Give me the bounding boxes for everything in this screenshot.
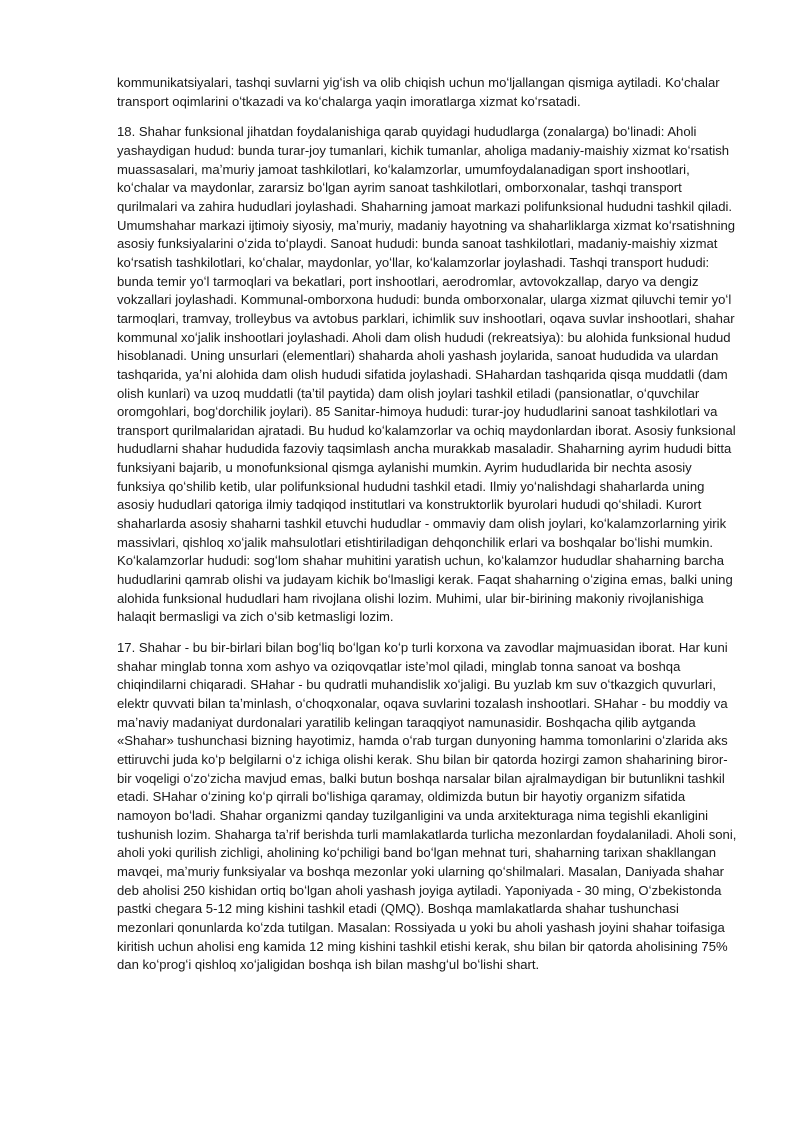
paragraph-street-definition-continued: kommunikatsiyalari, tashqi suvlarni yigʻish va olib chiqish uchun moʻljallangan qismiga aytiladi. Koʻchalar transport oqimlarini oʻtkazadi va koʻchalarga yaqin imoratlarga xizmat koʻrsatadi. <box>117 75 720 109</box>
paragraph-17-city-definition: 17. Shahar - bu bir-birlari bilan bogʻliq boʻlgan koʻp turli korxona va zavodlar majmuasidan iborat. Har kuni shahar minglab tonna xom ashyo va oziqovqatlar isteʼmol qiladi, minglab tonna sanoat va boshqa chiqindilarni chiqaradi. SHahar - bu qudratli muhandislik xoʻjaligi. Bu yuzlab km suv oʻtkazgich quvurlari, elektr quvvati bilan taʼminlash, oʻchoqxonalar, oqava suvlarini tozalash inshootlari. SHahar - bu moddiy va maʼnaviy madaniyat durdonalari yaratilib kelingan taraqqiyot namunasidir. Boshqacha qilib aytganda «Shahar» tushunchasi bizning hayotimiz, hamda oʻrab turgan dunyoning hamma tomonlarini oʻzlarida aks ettiruvchi juda koʻp belgilarni oʻz ichiga olishi kerak. Shu bilan bir qatorda hozirgi zamon shaharining biror-bir voqeligi oʻzoʻzicha mavjud emas, balki butun boshqa narsalar bilan ajralmaydigan bir butunlikni tashkil etadi. SHahar oʻzining koʻp qirrali boʻlishiga qaramay, oldimizda butun bir hayotiy organizm sifatida namoyon boʻladi. Shahar organizmi qanday tuzilganligini va unda arxitekturaga nima tegishli ekanligini tushunish lozim. Shaharga taʼrif berishda turli mamlakatlarda turlicha mezonlardan foydalaniladi. Aholi soni, aholi yoki qurilish zichligi, aholining koʻpchiligi band boʻlgan mehnat turi, shaharning tarixan shakllangan mavqei, maʼmuriy funksiyalar va boshqa mezonlar yoki ularning qoʻshilmalari. Masalan, Daniyada shahar deb aholisi 250 kishidan ortiq boʻlgan aholi yashash joyiga aytiladi. Yaponiyada - 30 ming, Oʻzbekistonda pastki chegara 5-12 ming kishini tashkil etadi (QMQ). Boshqa mamlakatlarda shahar tushunchasi mezonlari qonunlarda koʻzda tutilgan. Masalan: Rossiyada u yoki bu aholi yashash joyini shahar toifasiga kiritish uchun aholisi eng kamida 12 ming kishini tashkil etishi kerak, shu bilan bir qatorda aholisining 75% dan koʻprogʻi qishloq xoʻjaligidan boshqa ish bilan mashgʻul boʻlishi shart. <box>117 640 737 973</box>
paragraph-18-functional-zones: 18. Shahar funksional jihatdan foydalanishiga qarab quyidagi hududlarga (zonalarga) boʻlinadi: Aholi yashaydigan hudud: bunda turar-joy tumanlari, kichik tumanlar, aholiga madaniy-maishiy xizmat koʻrsatish muassasalari, maʼmuriy jamoat tashkilotlari, koʻkalamzorlar, umumfoydalanadigan sport inshootlari, koʻchalar va maydonlar, zararsiz boʻlgan ayrim sanoat tashkilotlari, omborxonalar, tashqi transport qurilmalari va zahira hududlari joylashadi. Shaharning jamoat markazi polifunksional hududni tashkil qiladi. Umumshahar markazi ijtimoiy siyosiy, maʼmuriy, madaniy hayotning va shaharliklarga xizmat koʻrsatishning asosiy funksiyalarini oʻzida toʻplaydi. Sanoat hududi: bunda sanoat tashkilotlari, madaniy-maishiy xizmat koʻrsatish tashkilotlari, koʻchalar, maydonlar, yoʻllar, koʻkalamzorlar joylashadi. Tashqi transport hududi: bunda temir yoʻl tarmoqlari va bekatlari, port inshootlari, aerodromlar, avtovokzallap, daryo va dengiz vokzallari joylashadi. Kommunal-omborxona hududi: bunda omborxonalar, ularga xizmat qiluvchi temir yoʻl tarmoqlari, tramvay, trolleybus va avtobus parklari, ichimlik suv inshootlari, oqava suvlar inshootlari, shahar kommunal xoʻjalik inshootlari joylashadi. Aholi dam olish hududi (rekreatsiya): bu alohida funksional hudud hisoblanadi. Uning unsurlari (elementlari) shaharda aholi yashash joylarida, sanoat hududida va ulardan tashqarida, yaʼni alohida dam olish hududi sifatida joylashadi. SHahardan tashqarida qisqa muddatli (dam olish kunlari) va uzoq muddatli (taʼtil paytida) dam olish joylari tashkil etiladi (pansionatlar, oʻquvchilar oromgohlari, bogʻdorchilik joylari). 85 Sanitar-himoya hududi: turar-joy hududlarini sanoat tashkilotlari va transport qurilmalaridan ajratadi. Bu hudud koʻkalamzorlar va ochiq maydonlardan iborat. Asosiy funksional hududlarni shahar hududida fazoviy taqsimlash ancha murakkab masaladir. Shaharning ayrim hududi bitta funksiyani bajarib, u monofunksional qismga aylanishi mumkin. Ayrim hududlarida bir nechta asosiy funksiya qoʻshilib ketib, ular polifunksional hududni tashkil etadi. Ilmiy yoʻnalishdagi shaharlarda uning asosiy hududlari qatoriga ilmiy tadqiqod institutlari va konstruktorlik byurolari hududi qoʻshiladi. Kurort shaharlarda asosiy shaharni tashkil etuvchi hududlar - ommaviy dam olish joylari, koʻkalamzorlarning yirik massivlari, qishloq xoʻjalik mahsulotlari etishtiriladigan dehqonchilik erlari va boshqalar boʻlishi mumkin. Koʻkalamzorlar hududi: sogʻlom shahar muhitini yaratish uchun, koʻkalamzor hududlar shaharning barcha hududlarini qamrab olishi va judayam kichik boʻlmasligi kerak. Faqat shaharning oʻzigina emas, balki uning alohida funksional hududlari ham rivojlana olishi lozim. Muhimi, ular bir-birining makoniy rivojlanishiga halaqit bermasligi va zich oʻsib ketmasligi lozim. <box>117 124 736 625</box>
document-page <box>117 74 737 987</box>
